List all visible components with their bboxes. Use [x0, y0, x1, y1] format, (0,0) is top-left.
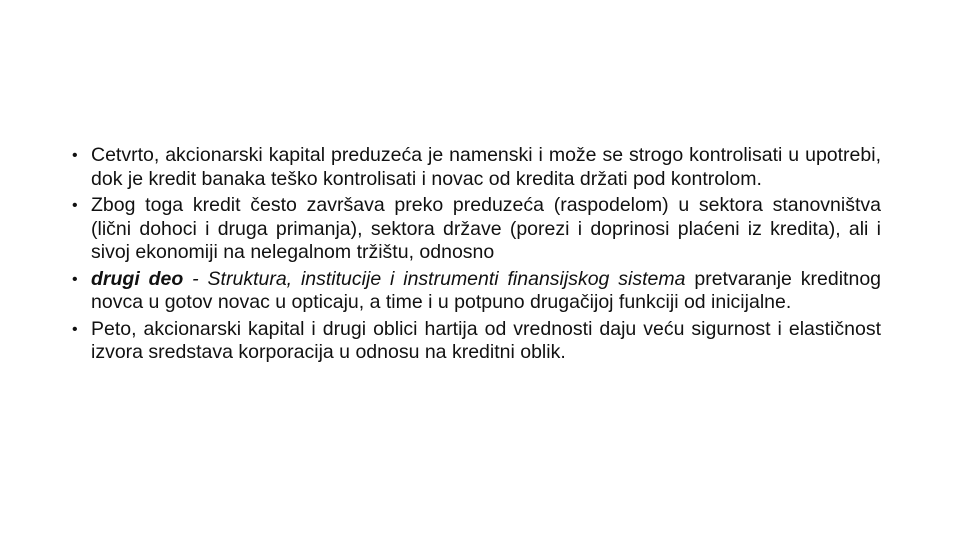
bullet-icon: • [72, 147, 78, 164]
bullet-icon: • [72, 197, 78, 214]
bullet-italic-text: - Struktura, institucije i instrumenti finansijskog sistema [183, 267, 686, 290]
bullet-text: Cetvrto, akcionarski kapital preduzeća je namenski i može se strogo kontrolisati u upotrebi, dok je kredit banaka teško kontrolisati i novac od kredita držati pod kontrolom. [91, 144, 881, 190]
list-item [72, 268, 881, 315]
bullet-icon: • [72, 320, 78, 338]
bullet-list [72, 144, 881, 368]
list-item [72, 194, 881, 265]
bullet-text: pretvaranje kreditnog novca u gotov novac u opticaju, a time i u potpuno drugačijoj funkciji od inicijalne. [91, 267, 882, 313]
bullet-icon: • [72, 270, 78, 288]
bullet-text: Zbog toga kredit često završava preko preduzeća (raspodelom) u sektora stanovništva (lični dohoci i druga primanja), sektora države (porezi i doprinosi plaćeni iz kredita), ali i sivoj ekonomiji na nelegalnom tržištu, odnosno [91, 194, 881, 263]
bullet-bold-italic-text: drugi deo [91, 267, 184, 290]
list-item [72, 318, 881, 365]
bullet-text: Peto, akcionarski kapital i drugi oblici hartija od vrednosti daju veću sigurnost i elastičnost izvora sredstava korporacija u odnosu na kreditni oblik. [91, 317, 881, 363]
list-item [72, 144, 881, 191]
